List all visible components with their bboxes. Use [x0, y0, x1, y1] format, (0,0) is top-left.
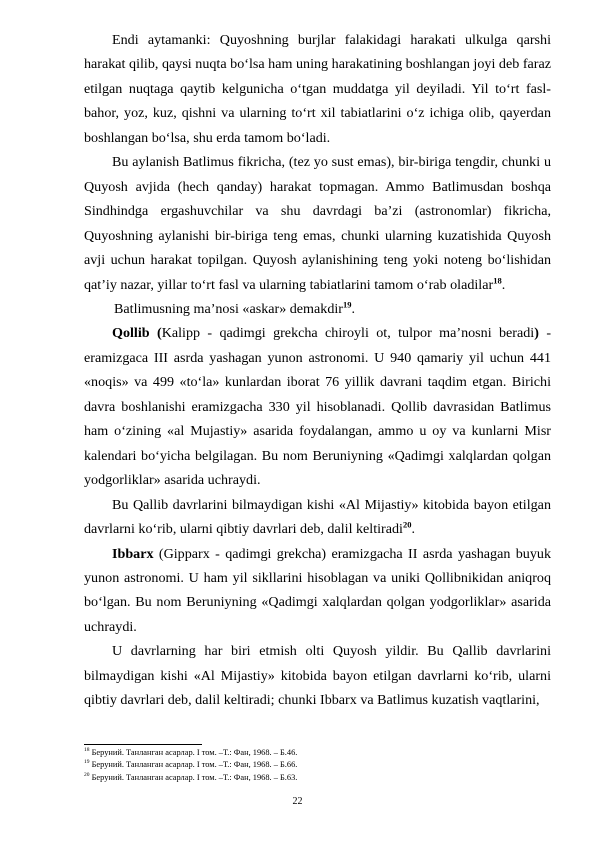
term-gloss: Kalipp - qadimgi grekcha chiroyli ot, tulpor ma’nosni beradi	[161, 325, 535, 342]
footnotes	[84, 747, 551, 784]
page-body	[84, 28, 551, 713]
paragraph-3: Batlimusning ma’nosi «askar» demakdir$^{19}$.	[114, 299, 356, 317]
footnote-separator	[84, 744, 202, 745]
footnote-18	[84, 747, 551, 759]
term-ibbarx: Ibbarx	[112, 545, 154, 562]
paragraph-3-text: Batlimusning ma’nosi «askar» demakdir	[114, 300, 343, 317]
paragraph-5: Bu Qallib davrlarini bilmaydigan kishi «Al Mijastiy» kitobida bayon etilgan davrlarni ko‘rib, ularni qibtiy davrlari deb, dalil keltiradi$^{20}$.	[84, 496, 551, 538]
footnote-text: Беруний. Танланган асарлар. I том. –Т.: Фан, 1968. – Б.63.	[89, 772, 298, 782]
footnote-ref-18[interactable]: 18	[493, 274, 502, 285]
footnote-ref-19[interactable]: 19	[342, 299, 352, 310]
term-qollib: Qollib	[112, 325, 150, 342]
footnote-20	[84, 772, 551, 784]
footnote-19	[84, 759, 551, 771]
page-number: 22	[292, 796, 303, 807]
paragraph-1: Endi aytamanki: Quyoshning burjlar falakidagi harakati ulkulga qarshi harakat qilib, qaysi nuqta bo‘lsa ham uning harakatining boshlangan joyi deb faraz etilgan nuqtaga qaytib kelgunicha o‘tgan muddatga yil deyiladi. Yil to‘rt fasl-bahor, yoz, kuz, qishni va ularning to‘rt xil tabiatlarini o‘z ichiga olib, qayerdan boshlangan bo‘lsa, shu erda tamom bo‘ladi.	[84, 32, 551, 146]
paragraph-7: U davrlarning har biri etmish olti Quyosh yildir. Bu Qallib davrlarini bilmaydigan kishi «Al Mijastiy» kitobida bayon etilgan davrlarni ko‘rib, ularni qibtiy davrlari deb, dalil keltiradi; chunki Ibbarx va Batlimus kuzatish vaqtlarini,	[84, 643, 551, 709]
paragraph-6	[84, 542, 551, 640]
footnote-text: Беруний. Танланган асарлар. I том. –Т.: Фан, 1968. – Б.66.	[89, 760, 298, 770]
paragraph-2: Bu aylanish Batlimus fikricha, (tez yo sust emas), bir-biriga tengdir, chunki u Quyosh avjida (hech qanday) harakat topmagan. Ammo Batlimusdan boshqa Sindhindga ergashuvchilar va shu davrdagi ba’zi (astronomlar) fikricha, Quyoshning aylanishi bir-biriga teng emas, chunki ularning kuzatishida Quyosh avji uchun harakat topilgan. Quyosh aylanishining teng yoki noteng bo‘lishidan qat’iy nazar, yillar to‘rt fasl va ularning tabiatlarini tamom o‘rab oladilar$^{18}$.	[84, 154, 551, 293]
paragraph-4-text: - eramizgaca III asrda yashagan yunon astronomi. U 940 qamariy yil uchun 441 «noqis» va 499 «to‘la» kunlardan iborat 76 yillik davrani taqdim etgan. Birichi davra boshlanishi eramizgacha 330 yil hisoblanadi. Qollib davrasidan Batlimus ham o‘zining «al Mujastiy» asarida foydalangan, ammo u oy va kunlarni Misr kalendari bo‘yicha belgilagan. Bu nom Beruniyning «Qadimgi xalqlardan qolgan yodgorliklar» asarida uchraydi.	[84, 325, 552, 489]
footnote-number: 20	[84, 772, 90, 779]
footnote-number: 19	[84, 759, 90, 766]
paragraph-5-text: Bu Qallib davrlarini bilmaydigan kishi «Al Mijastiy» kitobida bayon etilgan davrlarni ko‘rib, ularni qibtiy davrlari deb, dalil keltiradi	[84, 496, 551, 538]
footnote-ref-20[interactable]: 20	[402, 519, 412, 530]
footnote-number: 18	[84, 747, 90, 754]
paragraph-6-text: (Gipparx - qadimgi grekcha) eramizgacha II asrda yashagan buyuk yunon astronomi. U ham yil sikllarini hisoblagan va uniki Qollibnikidan aniqroq bo‘lgan. Bu nom Beruniyning «Qadimgi xalqlardan qolgan yodgorliklar» asarida uchraydi.	[84, 545, 551, 635]
paragraph-4: Qollib (Kalipp - qadimgi grekcha chiroyli ot, tulpor ma’nosni beradi) - eramizgaca III asrda yashagan yunon astronomi. U 940 qamariy yil uchun 441 «noqis» va 499 «to‘la» kunlardan iborat 76 yillik davrani taqdim etgan. Birichi davra boshlanishi eramizgacha 330 yil hisoblanadi. Qollib davrasidan Batlimus ham o‘zining «al Mujastiy» asarida foydalangan, ammo u oy va kunlarni Misr kalendari bo‘yicha belgilagan. Bu nom Beruniyning «Qadimgi xalqlardan qolgan yodgorliklar» asarida uchraydi.	[84, 325, 552, 489]
footnote-text: Беруний. Танланган асарлар. I том. –Т.: Фан, 1968. – Б.46.	[89, 748, 298, 757]
paragraph-2-text: Bu aylanish Batlimus fikricha, (tez yo sust emas), bir-biriga tengdir, chunki u Quyosh avjida (hech qanday) harakat topmagan. Ammo Batlimusdan boshqa Sindhindga ergashuvchilar va shu davrdagi ba’zi (astronomlar) fikricha, Quyoshning aylanishi bir-biriga teng emas, chunki ularning kuzatishida Quyosh avji uchun harakat topilgan. Quyosh aylanishining teng yoki noteng bo‘lishidan qat’iy nazar, yillar to‘rt fasl va ularning tabiatlarini tamom o‘rab oladilar	[84, 154, 551, 293]
